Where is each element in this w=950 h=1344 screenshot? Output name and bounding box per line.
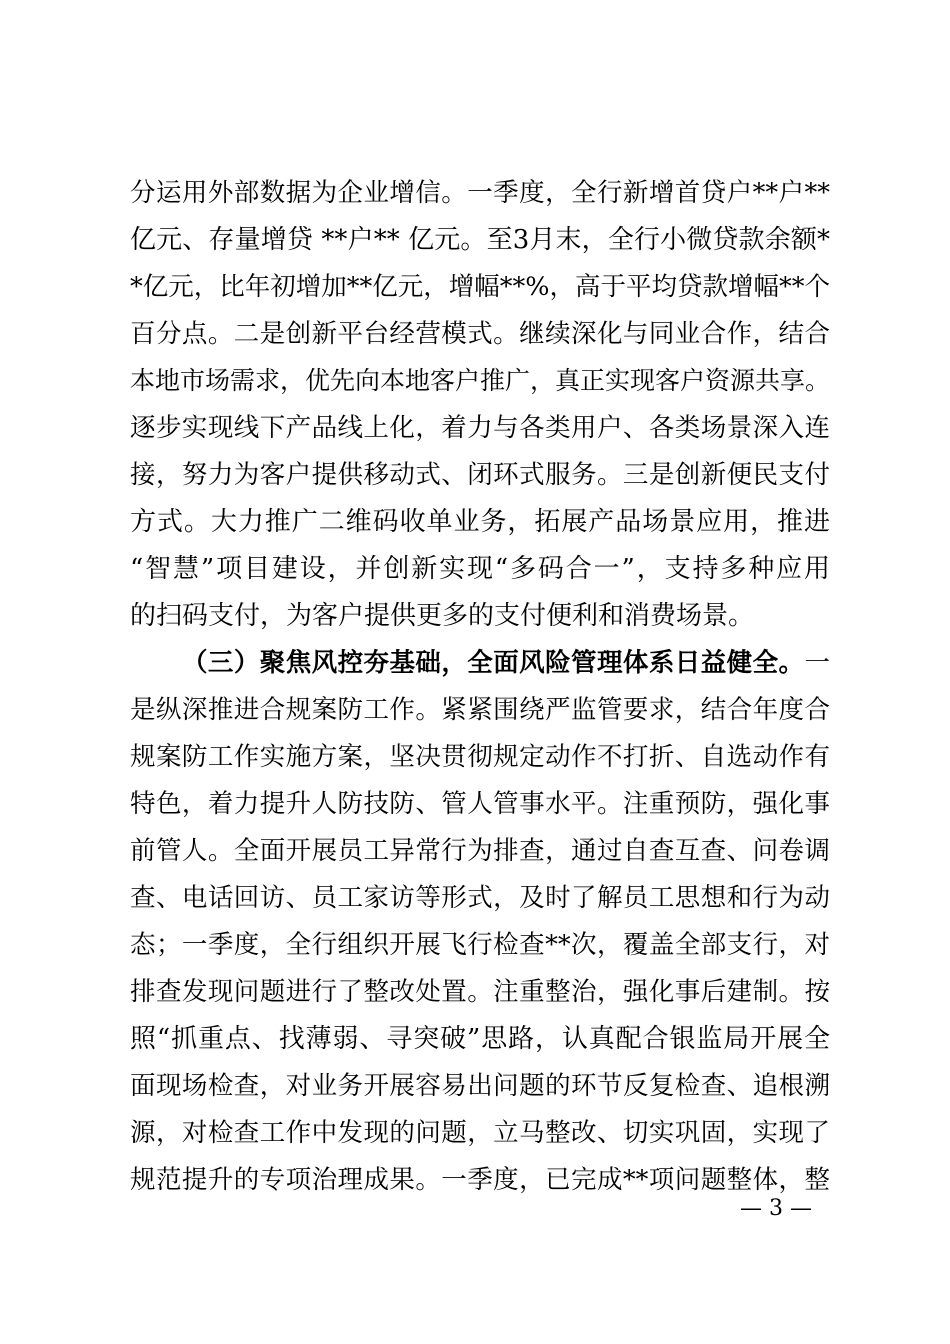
- text-line: 规案防工作实施方案，坚决贯彻规定动作不打折、自选动作有: [130, 742, 830, 772]
- text-line: 本地市场需求，优先向本地客户推广，真正实现客户资源共享。: [130, 366, 831, 395]
- text-line: 照“抓重点、找薄弱、寻突破”思路，认真配合银监局开展全: [130, 1024, 830, 1054]
- text-line: 逐步实现线下产品线上化，着力与各类用户、各类场景深入连: [130, 413, 830, 443]
- section-heading-line: [182, 648, 830, 678]
- text-fragment: 一: [804, 648, 830, 678]
- text-line: 百分点。二是创新平台经营模式。继续深化与同业合作，结合: [130, 319, 830, 349]
- text-line: 分运用外部数据为企业增信。一季度，全行新增首贷户**户**: [130, 178, 830, 208]
- text-line: 特色，着力提升人防技防、管人管事水平。注重预防，强化事: [130, 789, 830, 819]
- text-line: “智慧”项目建设，并创新实现“多码合一”，支持多种应用: [130, 554, 830, 584]
- text-line: 源，对检查工作中发现的问题，立马整改、切实巩固，实现了: [130, 1118, 830, 1148]
- section-heading: （三）聚焦风控夯基础，全面风险管理体系日益健全。: [182, 648, 805, 678]
- text-line: 的扫码支付，为客户提供更多的支付便利和消费场景。: [130, 601, 755, 631]
- text-line: 态；一季度，全行组织开展飞行检查**次，覆盖全部支行，对: [130, 930, 830, 960]
- text-line: 规范提升的专项治理成果。一季度，已完成**项问题整体，整: [130, 1165, 830, 1195]
- text-line: *亿元，比年初增加**亿元，增幅**%，高于平均贷款增幅**个: [130, 272, 830, 302]
- text-line: 是纵深推进合规案防工作。紧紧围绕严监管要求，结合年度合: [130, 695, 830, 725]
- text-line: 方式。大力推广二维码收单业务，拓展产品场景应用，推进: [130, 507, 830, 537]
- text-line: 前管人。全面开展员工异常行为排查，通过自查互查、问卷调: [130, 836, 830, 866]
- text-line: 面现场检查，对业务开展容易出问题的环节反复检查、追根溯: [130, 1071, 830, 1101]
- text-line: 接，努力为客户提供移动式、闭环式服务。三是创新便民支付: [130, 460, 830, 490]
- text-line: 查、电话回访、员工家访等形式，及时了解员工思想和行为动: [130, 883, 830, 913]
- page-number: — 3 —: [740, 1196, 812, 1221]
- text-line: 排查发现问题进行了整改处置。注重整治，强化事后建制。按: [130, 977, 830, 1007]
- text-line: 亿元、存量增贷 **户** 亿元。至3月末，全行小微贷款余额*: [130, 225, 830, 255]
